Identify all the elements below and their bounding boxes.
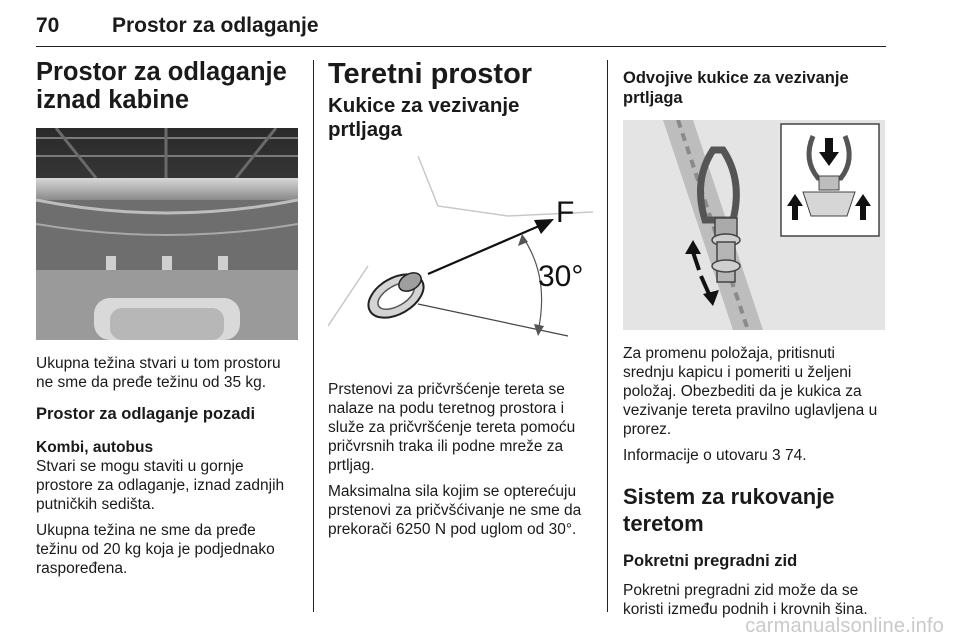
- watermark: carmanualsonline.info: [745, 615, 944, 637]
- push-down-arrow-icon: [825, 138, 833, 154]
- removable-hook-illustration: [623, 120, 885, 330]
- variant-label: Kombi, autobus: [36, 439, 154, 456]
- subsection-heading: Odvojive kukice za vezivanje prtljaga: [623, 69, 849, 107]
- subsection-heading: Kukice za vezivanje prtljaga: [328, 94, 520, 141]
- column-divider: [313, 60, 314, 612]
- page-header: [36, 6, 886, 47]
- overhead-storage-figure: [36, 128, 298, 340]
- column-3: [623, 58, 888, 619]
- paragraph: Stvari se mogu staviti u gornje prostore za odlaganje, iznad zadnjih putničkih sedišta.: [36, 458, 285, 513]
- page-number: 70: [36, 14, 60, 37]
- cross-reference[interactable]: Informacije o utovaru 3 74.: [623, 447, 807, 464]
- paragraph: Ukupna težina ne sme da pređe težinu od 20 kg koja je podjednako raspoređena.: [36, 522, 275, 577]
- angle-label: 30°: [538, 260, 584, 293]
- overhead-storage-illustration: [36, 128, 298, 340]
- paragraph: Ukupna težina stvari u tom prostoru ne sme da pređe težinu od 35 kg.: [36, 355, 281, 391]
- paragraph: Prstenovi za pričvršćenje tereta se nalaze na podu teretnog prostora i služe za pričvršćenje tereta pomoću pričvrsnih traka ili podne mreže za prtljag.: [328, 381, 576, 474]
- paragraph: Maksimalna sila kojim se opterećuju prstenovi za pričvšćivanje ne sme da prekorači 6250 N pod uglom od 30°.: [328, 483, 582, 538]
- paragraph: Pokretni pregradni zid može da se koristi između podnih i krovnih šina.: [623, 582, 868, 618]
- column-divider: [607, 60, 608, 612]
- section-heading: Sistem za rukovanje teretom: [623, 484, 835, 536]
- removable-hook-figure: [623, 120, 885, 330]
- section-heading: Prostor za odlaganje iznad kabine: [36, 58, 287, 114]
- running-title: Prostor za odlaganje: [112, 14, 319, 37]
- subsection-heading: Prostor za odlaganje pozadi: [36, 405, 256, 423]
- column-1: [36, 58, 298, 578]
- force-label: F: [556, 196, 575, 229]
- tie-down-ring-icon: [361, 265, 431, 326]
- tie-down-ring-figure: [328, 156, 593, 364]
- force-arrow: [428, 223, 546, 274]
- floor-reference-line: [418, 304, 568, 336]
- paragraph: Za promenu položaja, pritisnuti srednju kapicu i pomeriti u željeni položaj. Obezbediti da je kukica za vezivanje tereta pravilno uglavljena u prorez.: [623, 345, 878, 438]
- column-2: [328, 58, 593, 539]
- section-heading: Teretni prostor: [328, 58, 533, 90]
- detail-inset: [781, 124, 879, 236]
- subsection-heading: Pokretni pregradni zid: [623, 552, 798, 570]
